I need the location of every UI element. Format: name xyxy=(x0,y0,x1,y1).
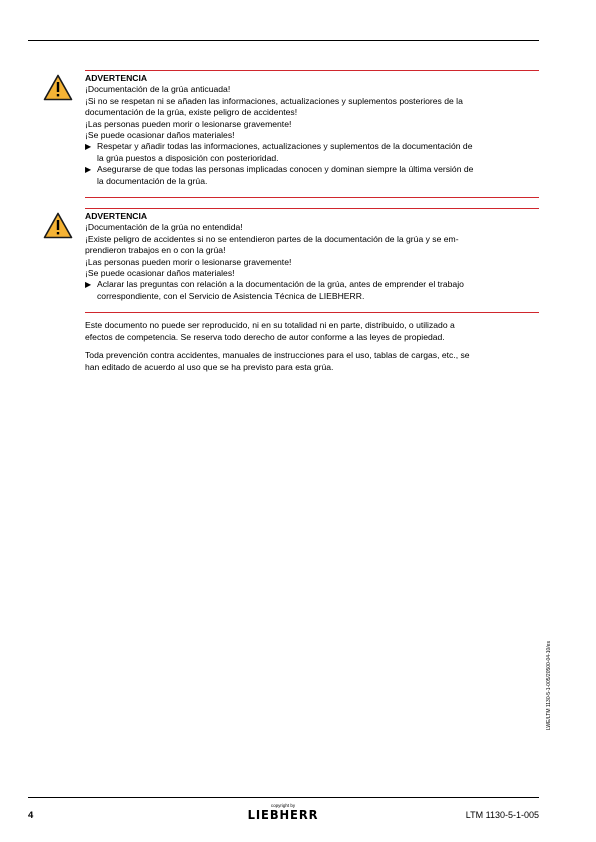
warning-bottom-rule xyxy=(85,197,539,198)
document-code-vertical: LWE/LTM 1130-5-1-005/20500-04-10/es xyxy=(546,641,552,730)
copyright-label: copyright by xyxy=(270,803,296,808)
warning-line: ¡Existe peligro de accidentes si no se entendieron partes de la documentación de la grúa y se em- xyxy=(85,233,459,244)
warning-line: prendieron trabajos en o con la grúa! xyxy=(85,245,226,256)
warning-top-rule xyxy=(85,70,539,71)
arrow-bullet-icon: ▶ xyxy=(85,280,92,290)
bullet-line: la documentación de la grúa. xyxy=(97,175,208,186)
page-number: 4 xyxy=(28,810,34,821)
bullet-line: Aclarar las preguntas con relación a la documentación de la grúa, antes de emprender el trabajo xyxy=(97,279,464,290)
bullet-line: la grúa puestos a disposición con posterioridad. xyxy=(97,152,279,163)
usage-paragraph xyxy=(85,349,539,373)
paragraph-line: Toda prevención contra accidentes, manuales de instrucciones para el uso, tablas de cargas, etc., se xyxy=(85,350,470,360)
header-rule xyxy=(28,40,539,41)
warning-line: ¡Las personas pueden morir o lesionarse gravemente! xyxy=(85,256,292,267)
document-id: LTM 1130-5-1-005 xyxy=(465,810,539,820)
arrow-bullet-icon: ▶ xyxy=(85,142,92,152)
warning-line: ¡Documentación de la grúa anticuada! xyxy=(85,84,231,95)
liebherr-logo xyxy=(240,803,326,821)
warning-bullet xyxy=(85,164,539,187)
paragraph-line: efectos de competencia. Se reserva todo derecho de autor conforme a las leyes de propiedad. xyxy=(85,332,445,342)
copyright-paragraph xyxy=(85,319,539,343)
warning-title: ADVERTENCIA xyxy=(85,73,148,83)
paragraph-line: han editado de acuerdo al uso que se ha previsto para esta grúa. xyxy=(85,362,334,372)
bullet-line: Respetar y añadir todas las informaciones, actualizaciones y suplementos de la documentación de xyxy=(97,141,473,152)
warning-bottom-rule xyxy=(85,312,539,313)
brand-wordmark: LIEBHERR xyxy=(247,807,319,822)
warning-body xyxy=(85,211,539,302)
footer-rule xyxy=(28,797,539,798)
bullet-line: correspondiente, con el Servicio de Asistencia Técnica de LIEBHERR. xyxy=(97,290,365,301)
warning-triangle-icon xyxy=(43,74,73,101)
warning-bullet xyxy=(85,279,539,302)
warning-top-rule xyxy=(85,208,539,209)
paragraph-line: Este documento no puede ser reproducido, ni en su totalidad ni en parte, distribuido, o utilizado a xyxy=(85,320,455,330)
warning-body xyxy=(85,73,539,187)
warning-bullet xyxy=(85,141,539,164)
arrow-bullet-icon: ▶ xyxy=(85,165,92,175)
warning-line: ¡Las personas pueden morir o lesionarse gravemente! xyxy=(85,118,292,129)
bullet-line: Asegurarse de que todas las personas implicadas conocen y dominan siempre la última versión de xyxy=(97,164,474,175)
warning-line: documentación de la grúa, existe peligro de accidentes! xyxy=(85,107,298,118)
warning-line: ¡Se puede ocasionar daños materiales! xyxy=(85,268,235,279)
warning-line: ¡Si no se respetan ni se añaden las informaciones, actualizaciones y suplementos posteriores de la xyxy=(85,95,463,106)
warning-line: ¡Se puede ocasionar daños materiales! xyxy=(85,130,235,141)
warning-triangle-icon xyxy=(43,212,73,239)
warning-line: ¡Documentación de la grúa no entendida! xyxy=(85,222,243,233)
warning-title: ADVERTENCIA xyxy=(85,211,148,221)
